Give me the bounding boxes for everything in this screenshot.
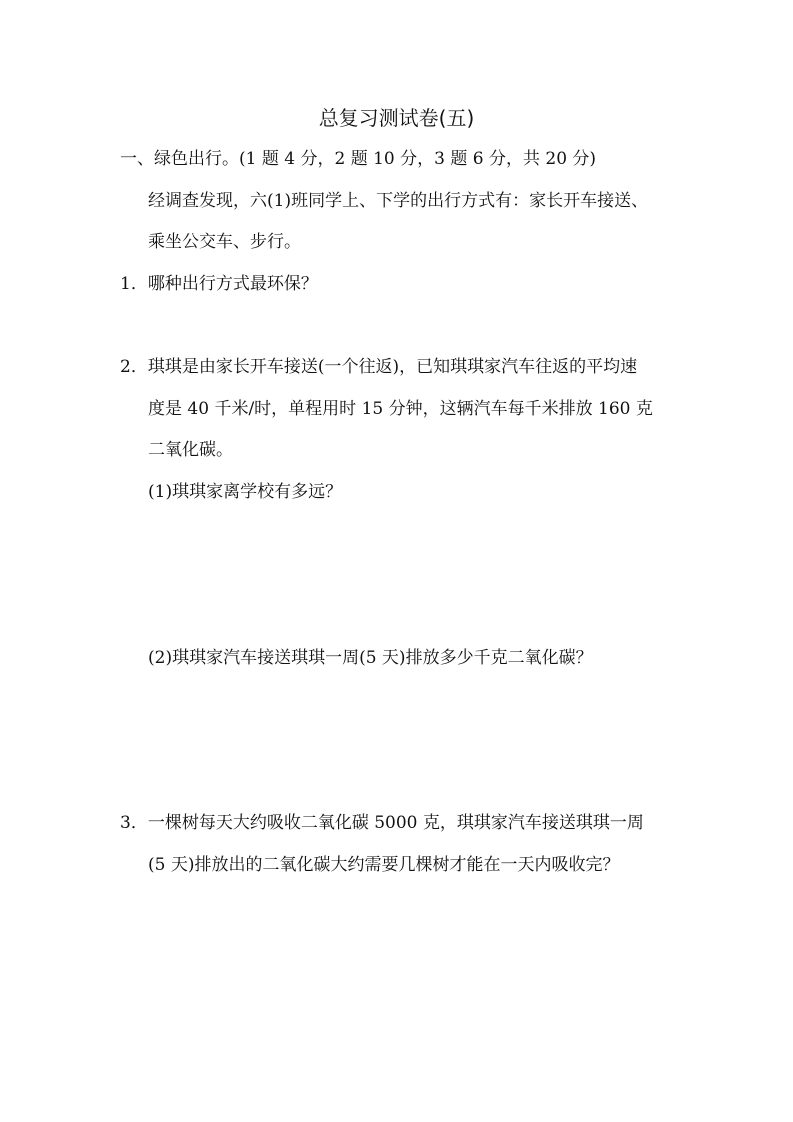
question-2-sub-2: (2)琪琪家汽车接送琪琪一周(5 天)排放多少千克二氧化碳？ [148,648,593,668]
question-3-line-1: 3．一棵树每天大约吸收二氧化碳 5000 克，琪琪家汽车接送琪琪一周 [120,813,644,833]
question-3-line-2: (5 天)排放出的二氧化碳大约需要几棵树才能在一天内吸收完？ [148,855,620,875]
question-2-line-3: 二氧化碳。 [148,440,233,460]
section-heading: 一、绿色出行。(1 题 4 分，2 题 10 分，3 题 6 分，共 20 分) [120,149,597,169]
section-intro-line-2: 乘坐公交车、步行。 [148,232,301,252]
question-2-sub-1: (1)琪琪家离学校有多远？ [148,482,343,502]
page-title: 总复习测试卷(五) [318,106,475,130]
question-2-line-1: 2．琪琪是由家长开车接送(一个往返)，已知琪琪家汽车往返的平均速 [120,357,638,377]
section-intro-line-1: 经调查发现，六(1)班同学上、下学的出行方式有：家长开车接送、 [148,191,649,211]
question-1: 1．哪种出行方式最环保？ [120,274,318,294]
question-2-line-2: 度是 40 千米/时，单程用时 15 分钟，这辆汽车每千米排放 160 克 [148,399,653,419]
